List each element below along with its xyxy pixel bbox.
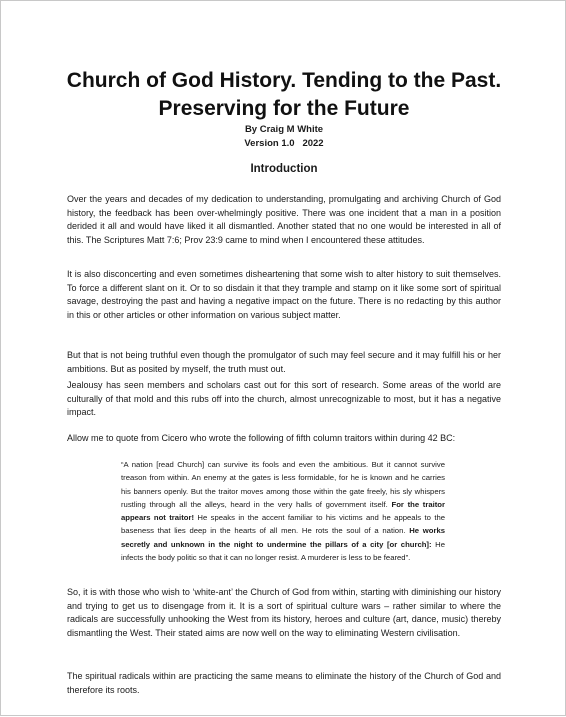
title-line-1: Church of God History. Tending to the Past. [66,69,502,92]
quote-text-2: He speaks in the accent familiar to his victims and he appeals to the baseness that lies deep in the hearts of all men. He rots the soul of a nation. [121,513,446,536]
paragraph-6: So, it is with those who wish to ‘white-ant’ the Church of God from within, starting with diminishing our history and trying to get us to disengage from it. It is a sort of spiritual culture wars – rather similar to where the radicals are successfully unhooking the West from its history, heroes and culture (art, dance, music) thereby dismantling the West. Their stated aims are now well on the way to eliminating Western civilisation. [67,587,501,638]
document-page [1,1,566,717]
paragraph-1: Over the years and decades of my dedication to understanding, promulgating and archiving Church of God history, the feedback has been over-whelmingly positive. There was one incident that a man in a position derided it all and would have liked it all dismantled. Another stated that no one would be interested in all of this. The Scriptures Matt 7:6; Prov 23:9 came to mind when I encountered these attitudes. [67,194,501,245]
quote-bold-2: He works secretly and unknown in the night to undermine the pillars of a city [or church]: [121,526,445,549]
version-line: Version 1.0 2022 [244,138,324,149]
author-byline: By Craig M White [244,124,324,135]
paragraph-2: It is also disconcerting and even sometimes disheartening that some wish to alter history to suit themselves. To force a different slant on it. Or to so disdain it that they trample and stamp on it like some sort of spiritual savage, destroying the past and having a negative impact on the future. There is no redacting by this author in this or other articles or other information on various subject matter. [67,269,501,320]
paragraph-4: Jealousy has seen members and scholars cast out for this sort of research. Some areas of the world are culturally of that mold and this rubs off into the church, almost unrecognizable to most, but it has a negative impact. [67,380,501,418]
title-line-2: Preserving for the Future [158,97,410,120]
cicero-quote [121,458,445,564]
paragraph-3: But that is not being truthful even though the promulgator of such may feel secure and it may fulfill his or her ambitions. But as posited by myself, the truth must out. [67,350,501,374]
paragraph-5: Allow me to quote from Cicero who wrote the following of fifth column traitors within during 42 BC: [67,433,456,443]
document-title [1,67,566,123]
quote-text-3: He infects the body politic so that it can no longer resist. A murderer is less to be feared”. [121,539,445,563]
section-heading: Introduction [250,163,318,175]
quote-bold-1: For the traitor appears not traitor! [121,499,445,523]
paragraph-7: The spiritual radicals within are practicing the same means to eliminate the history of the Church of God and therefore its roots. [67,671,501,695]
quote-text-1: “A nation [read Church] can survive its fools and even the ambitious. But it cannot survive treason from within. An enemy at the gates is less formidable, for he is known and he carries his banners openly. But the traitor moves among those within the gate freely, his sly whispers rustling through all the alleys, heard in the very halls of government itself. [121,460,445,509]
